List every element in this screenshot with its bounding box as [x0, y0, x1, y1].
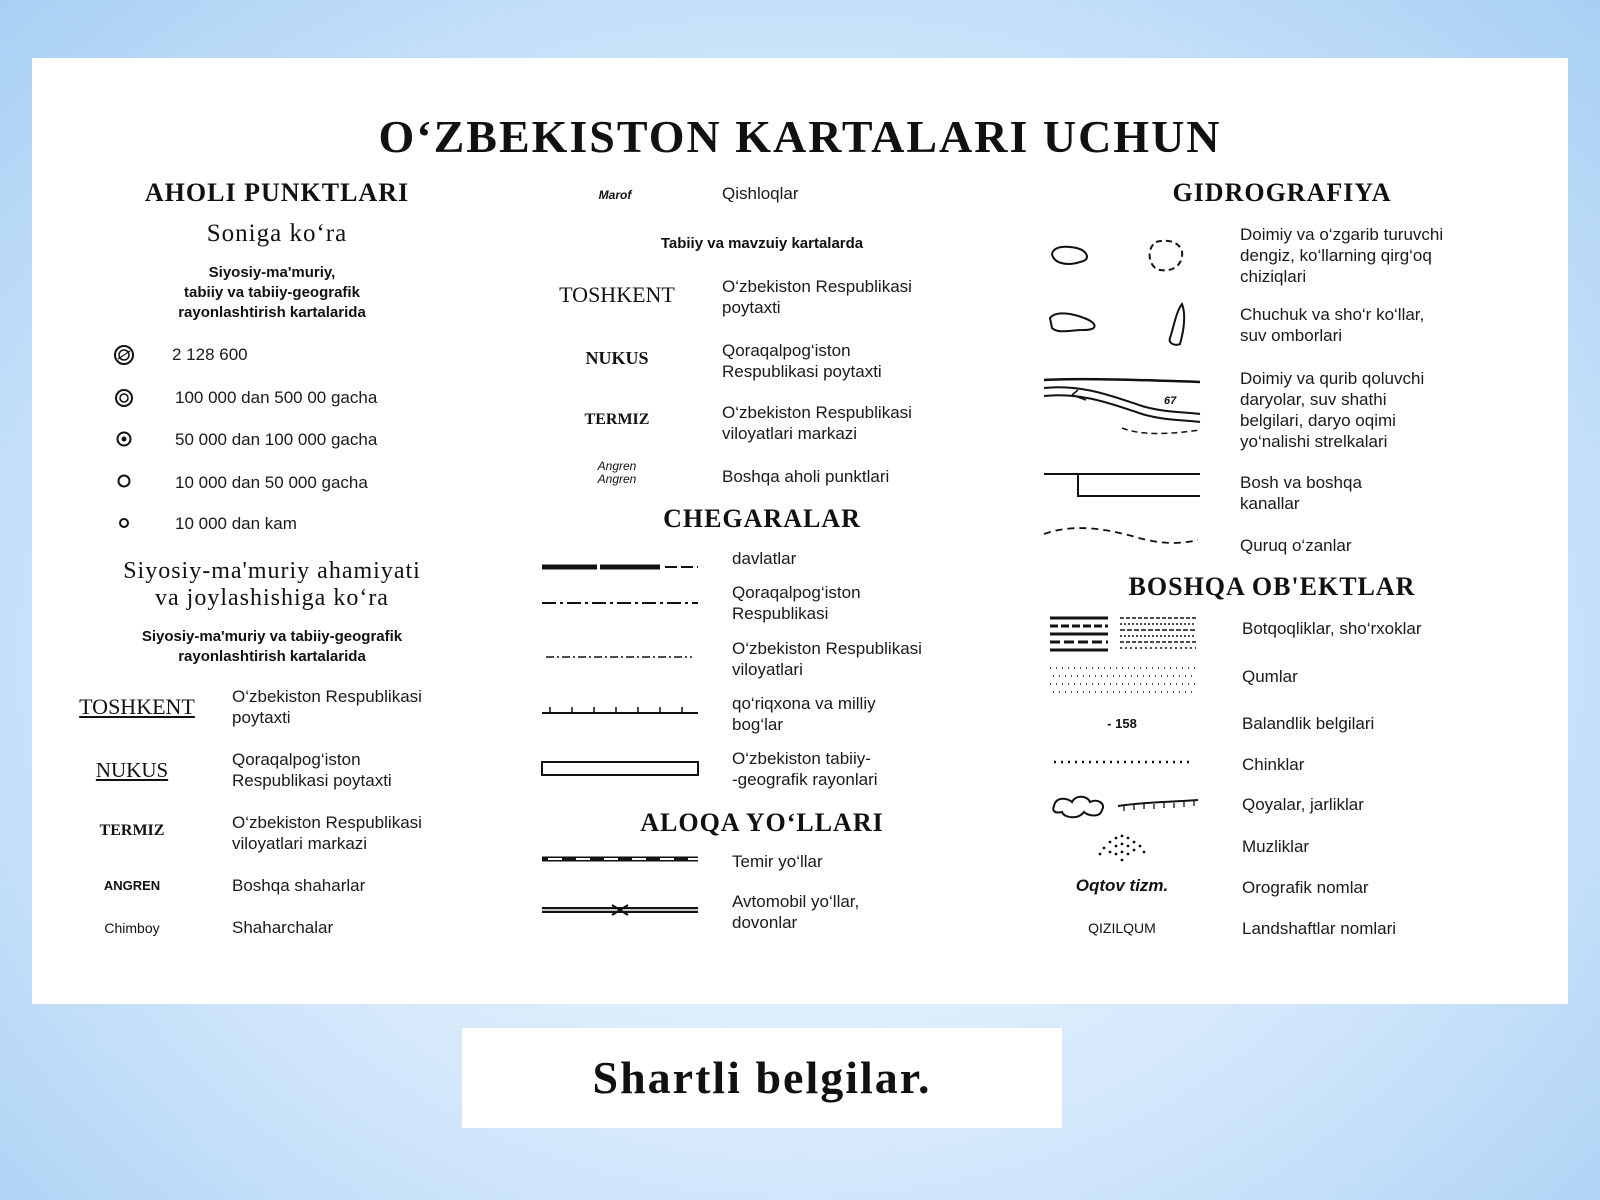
lake-reservoir-icon: [1044, 300, 1194, 350]
border-label: [732, 748, 878, 790]
object-label: Botqoqliklar, sho‘rxoklar: [1242, 619, 1422, 638]
note-admin-maps-2: [92, 627, 452, 667]
city-symbol-dot-ring-icon: [115, 430, 133, 448]
height-mark: - 158: [1107, 716, 1137, 731]
border-label: [732, 582, 861, 624]
desc-line: Respublikasi: [732, 604, 829, 623]
object-label: Orografik nomlar: [1242, 878, 1369, 897]
section-heading-other-objects: BOSHQA OB'EKTLAR: [1128, 572, 1416, 601]
coastline-icon: [1044, 236, 1194, 280]
city-description: [722, 276, 912, 318]
city-code-nukus: NUKUS: [95, 758, 169, 782]
population-label: 10 000 dan 50 000 gacha: [175, 473, 368, 492]
desc-line: O‘zbekiston Respublikasi: [722, 277, 912, 296]
object-label: Qumlar: [1242, 667, 1298, 686]
desc-line: chiziqlari: [1240, 267, 1307, 286]
object-label: Muzliklar: [1242, 837, 1310, 856]
desc-line: viloyatlari: [732, 660, 803, 679]
river-water-mark: 67: [1164, 395, 1177, 407]
note-line: rayonlashtirish kartalarida: [178, 304, 366, 321]
desc-line: Chuchuk va sho‘r ko‘llar,: [1240, 305, 1425, 324]
city-code-termiz: TERMIZ: [99, 822, 165, 839]
caption: Shartli belgilar.: [462, 1028, 1062, 1128]
object-label: Balandlik belgilari: [1242, 714, 1375, 733]
subheading-line: Siyosiy-ma'muriy ahamiyati: [123, 558, 421, 584]
border-reserve-line-icon: [540, 703, 700, 719]
border-geographic-region-icon: [540, 760, 700, 778]
city-description: [232, 686, 422, 728]
river-icon: [1042, 378, 1202, 444]
desc-line: -geografik rayonlari: [732, 770, 878, 789]
city-symbol-ring-icon: [116, 473, 132, 489]
desc-line: dovonlar: [732, 913, 798, 932]
note-line: rayonlashtirish kartalarida: [178, 648, 366, 665]
city-description: [232, 812, 422, 854]
section-heading-borders: CHEGARALAR: [663, 504, 861, 533]
desc-line: O‘zbekiston Respublikasi: [232, 687, 422, 706]
other-settlement-label: Boshqa aholi punktlari: [722, 467, 890, 486]
note-line: Siyosiy-ma'muriy,: [208, 264, 336, 281]
code-line: Angren: [597, 459, 637, 473]
city-description: [232, 749, 392, 791]
railway-line-icon: [540, 854, 700, 864]
hydro-label: [1240, 472, 1362, 514]
rocks-ravines-icon: [1048, 792, 1198, 822]
object-label: Chinklar: [1242, 755, 1305, 774]
road-label: [732, 891, 859, 933]
border-label: davlatlar: [732, 549, 797, 568]
desc-line: poytaxti: [232, 708, 291, 727]
population-label: 50 000 dan 100 000 gacha: [175, 430, 378, 449]
border-state-line-icon: [540, 560, 700, 574]
village-code: Marof: [598, 188, 632, 202]
city-code-angren: ANGREN: [103, 878, 161, 893]
city-symbol-double-ring-large-icon: [112, 343, 136, 367]
city-code-nukus: NUKUS: [585, 348, 649, 368]
population-label: 100 000 dan 500 00 gacha: [175, 388, 378, 407]
legend-sheet: [32, 58, 1568, 1004]
desc-line: daryolar, suv shathi: [1240, 390, 1387, 409]
subheading-by-population: Soniga ko‘ra: [206, 220, 348, 247]
hydro-label: [1240, 224, 1443, 287]
desc-line: Qoraqalpog‘iston: [232, 750, 361, 769]
motorway-pass-icon: [540, 903, 700, 917]
city-code-chimboy: Chimboy: [104, 920, 160, 936]
subheading-line: va joylashishiga ko‘ra: [155, 585, 389, 611]
hydro-label: [1240, 368, 1424, 452]
note-line: Siyosiy-ma'muriy va tabiiy-geografik: [141, 628, 403, 645]
border-province-line-icon: [544, 652, 694, 662]
desc-line: viloyatlari markazi: [232, 834, 368, 853]
border-label: [732, 638, 922, 680]
desc-line: kanallar: [1240, 494, 1300, 513]
desc-line: yo‘nalishi strelkalari: [1240, 432, 1388, 451]
desc-line: Bosh va boshqa: [1240, 473, 1362, 492]
orographic-code: Oqtov tizm.: [1075, 876, 1169, 895]
sand-icon: [1048, 664, 1198, 698]
desc-line: suv omborlari: [1240, 326, 1343, 345]
desc-line: O‘zbekiston Respublikasi: [232, 813, 422, 832]
dry-riverbed-icon: [1042, 522, 1202, 548]
population-label: 10 000 dan kam: [175, 514, 297, 533]
city-code-termiz: TERMIZ: [584, 411, 650, 428]
chink-cliff-icon: [1052, 758, 1192, 766]
desc-line: bog‘lar: [732, 715, 784, 734]
city-description: Shaharchalar: [232, 918, 334, 937]
desc-line: O‘zbekiston Respublikasi: [722, 403, 912, 422]
swamp-saltmarsh-icon: [1048, 614, 1198, 654]
city-code-toshkent: TOSHKENT: [79, 694, 195, 719]
desc-line: Respublikasi poytaxti: [232, 771, 392, 790]
section-heading-roads: ALOQA YO‘LLARI: [640, 808, 884, 837]
desc-line: Qoraqalpog‘iston: [722, 341, 851, 360]
page-title: O‘ZBEKISTON KARTALARI UCHUN: [378, 111, 1222, 162]
desc-line: Qoraqalpog‘iston: [732, 583, 861, 602]
desc-line: Doimiy va qurib qoluvchi: [1240, 369, 1425, 388]
hydro-label: Quruq o‘zanlar: [1240, 536, 1352, 555]
city-description: Boshqa shaharlar: [232, 876, 366, 895]
desc-line: Doimiy va o‘zgarib turuvchi: [1240, 225, 1444, 244]
city-description: [722, 402, 912, 444]
note-admin-maps: [112, 263, 432, 323]
desc-line: qo‘riqxona va milliy: [732, 694, 876, 713]
hydro-label: [1240, 304, 1424, 346]
subheading-by-importance: [72, 558, 472, 612]
city-code-toshkent: TOSHKENT: [559, 282, 675, 307]
village-label: Qishloqlar: [722, 184, 799, 203]
section-heading-settlements: AHOLI PUNKTLARI: [144, 178, 410, 207]
landscape-code: QIZILQUM: [1088, 920, 1156, 936]
desc-line: belgilari, daryo oqimi: [1240, 411, 1396, 430]
desc-line: poytaxti: [722, 298, 781, 317]
road-label: Temir yo‘llar: [732, 852, 823, 871]
city-description: [722, 340, 882, 382]
border-republic-line-icon: [540, 598, 700, 608]
glacier-icon: [1094, 830, 1154, 864]
city-symbol-small-ring-icon: [117, 516, 131, 530]
canal-icon: [1042, 470, 1202, 502]
object-label: Landshaftlar nomlari: [1242, 919, 1397, 938]
desc-line: dengiz, ko‘llarning qirg‘oq: [1240, 246, 1432, 265]
city-symbol-double-ring-icon: [113, 387, 135, 409]
border-label: [732, 693, 876, 735]
object-label: Qoyalar, jarliklar: [1242, 795, 1364, 814]
note-line: tabiiy va tabiiy-geografik: [184, 284, 360, 301]
section-heading-hydrography: GIDROGRAFIYA: [1172, 178, 1392, 207]
note-thematic-maps: Tabiiy va mavzuiy kartalarda: [660, 235, 864, 252]
other-settlement-code: [577, 460, 657, 486]
code-line: Angren: [597, 472, 637, 486]
population-label: 2 128 600: [172, 345, 248, 364]
desc-line: O‘zbekiston tabiiy-: [732, 749, 871, 768]
desc-line: O‘zbekiston Respublikasi: [732, 639, 922, 658]
desc-line: Respublikasi poytaxti: [722, 362, 882, 381]
desc-line: viloyatlari markazi: [722, 424, 858, 443]
desc-line: Avtomobil yo‘llar,: [732, 892, 860, 911]
